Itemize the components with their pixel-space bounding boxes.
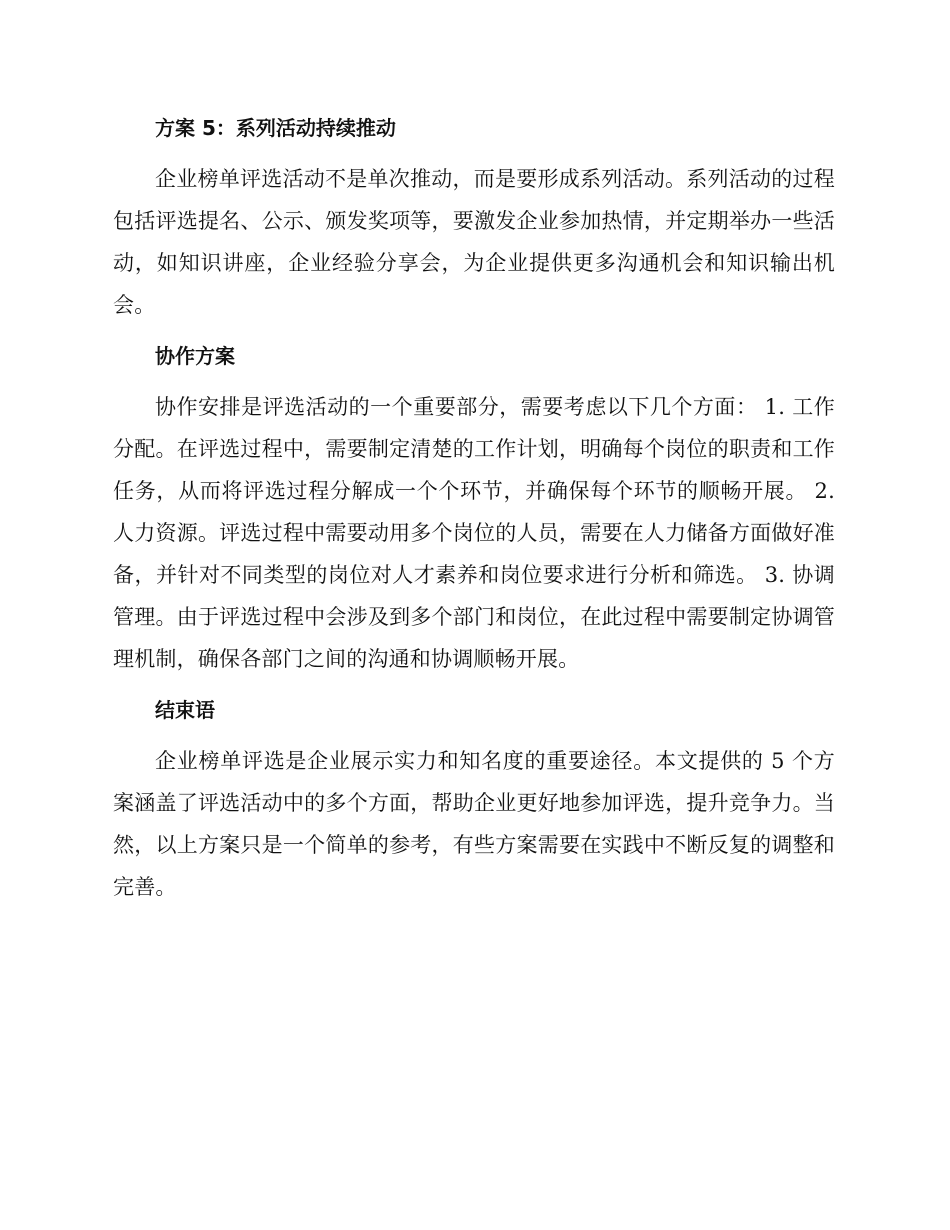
section-paragraph-collaboration: 协作安排是评选活动的一个重要部分，需要考虑以下几个方面： 1. 工作分配。在评选过程中，需要制定清楚的工作计划，明确每个岗位的职责和工作任务，从而将评选过程分解成一个个环节，并确保每个环节的顺畅开展。 2. 人力资源。评选过程中需要动用多个岗位的人员，需要在人力储备方面做好准备，并针对不同类型的岗位对人才素养和岗位要求进行分析和筛选。 3. 协调管理。由于评选过程中会涉及到多个部门和岗位，在此过程中需要制定协调管理机制，确保各部门之间的沟通和协调顺畅开展。: [113, 395, 835, 671]
section-heading-conclusion: 结束语: [155, 698, 215, 722]
section-heading-collaboration: 协作方案: [155, 344, 235, 368]
section-heading-plan-5: 方案 5：系列活动持续推动: [155, 116, 396, 140]
section-paragraph-plan-5: 企业榜单评选活动不是单次推动，而是要形成系列活动。系列活动的过程包括评选提名、公示、颁发奖项等，要激发企业参加热情，并定期举办一些活动，如知识讲座，企业经验分享会，为企业提供更多沟通机会和知识输出机会。: [113, 167, 835, 317]
section-paragraph-conclusion: 企业榜单评选是企业展示实力和知名度的重要途径。本文提供的 5 个方案涵盖了评选活动中的多个方面，帮助企业更好地参加评选，提升竞争力。当然，以上方案只是一个简单的参考，有些方案需要在实践中不断反复的调整和完善。: [113, 749, 835, 899]
document-body: [113, 108, 835, 908]
